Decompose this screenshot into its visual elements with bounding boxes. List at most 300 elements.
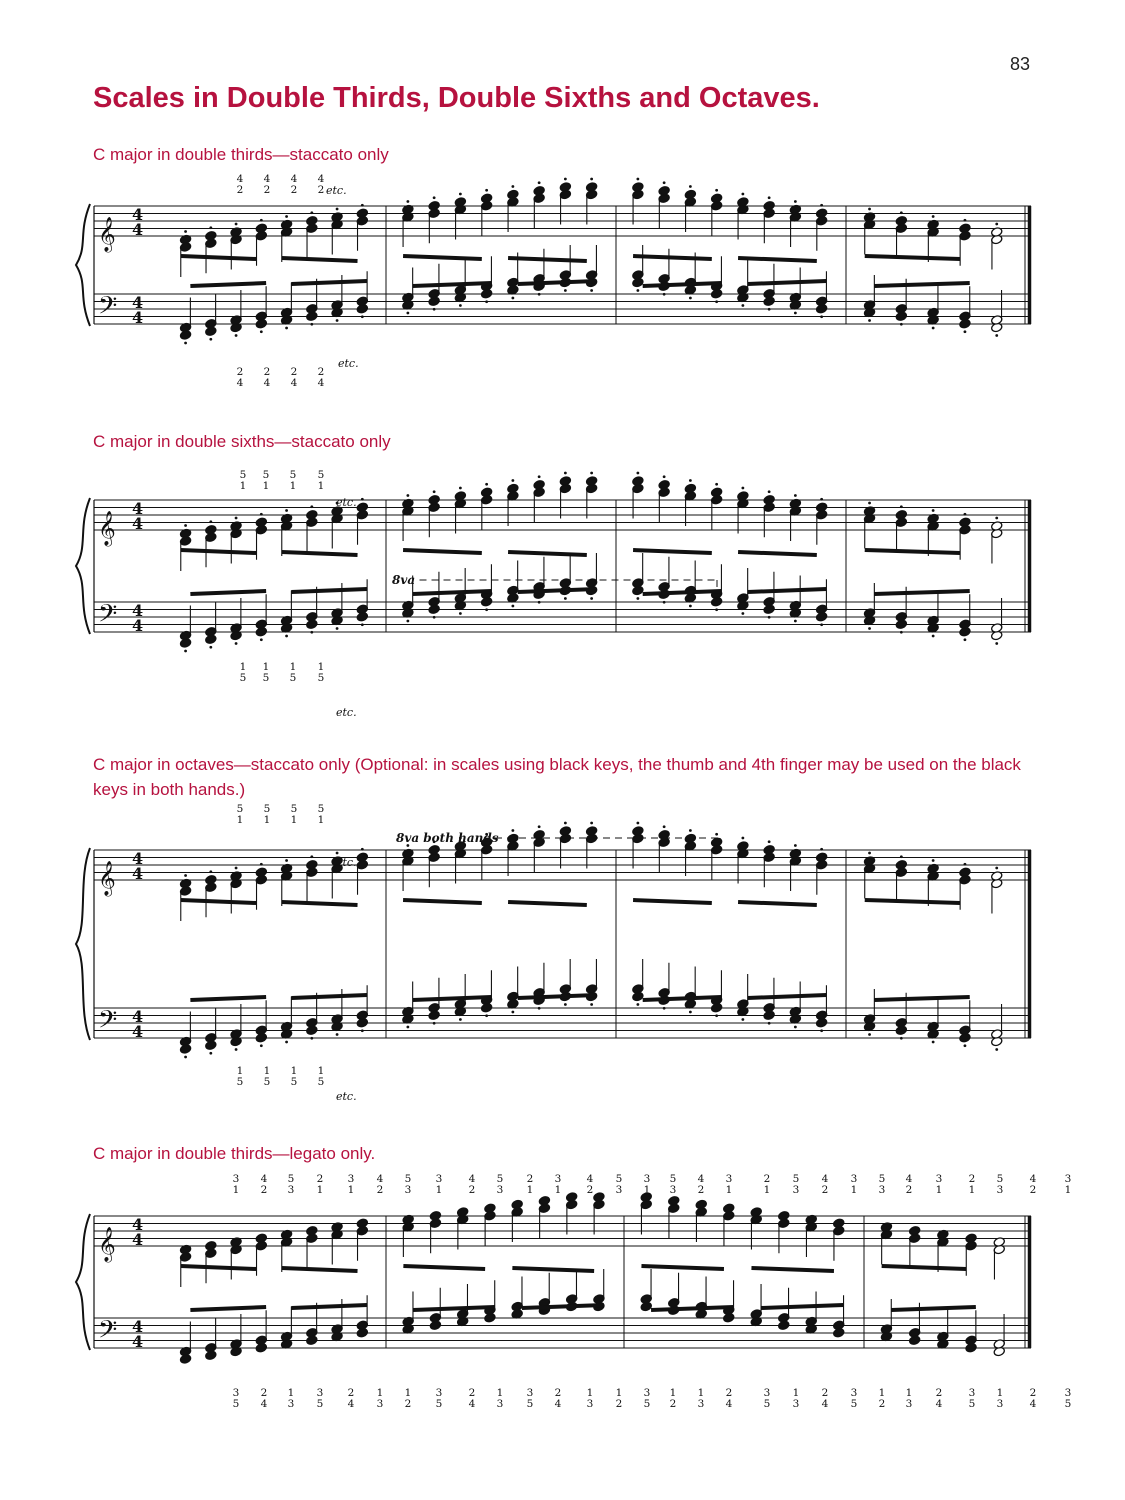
staccato-dot (184, 524, 187, 527)
fingering-number: 5 (263, 1076, 271, 1088)
fingering-number: 5 (1064, 1398, 1072, 1410)
staccato-dot (511, 1011, 514, 1014)
beam (181, 900, 257, 903)
fingering-number: 5 (404, 1173, 412, 1185)
beam (282, 258, 358, 261)
fingering-number: 5 (289, 469, 297, 481)
fingering-number: 2 (968, 1173, 976, 1185)
section-caption-double-sixths-staccato: C major in double sixths—staccato only (93, 432, 391, 451)
fingering-number: 1 (1064, 1184, 1072, 1196)
fingering-number: 1 (615, 1387, 623, 1399)
staccato-dot (932, 509, 935, 512)
staccato-dot (406, 200, 409, 203)
fingering-number: 1 (763, 1184, 771, 1196)
fingering-number: 1 (262, 480, 270, 492)
note-head (428, 844, 440, 855)
staccato-dot (590, 597, 593, 600)
fingering-number: 1 (317, 480, 325, 492)
fingering-number: 4 (317, 377, 325, 389)
staccato-dot (590, 178, 593, 181)
fingering-number: 5 (669, 1173, 677, 1185)
staccato-dot (511, 829, 514, 832)
note-head (306, 1225, 318, 1236)
fingering-number: 2 (1029, 1184, 1037, 1196)
beam (413, 1307, 495, 1310)
fingering-number: 1 (263, 814, 271, 826)
fingering-number: 3 (435, 1387, 443, 1399)
staccato-dot (900, 211, 903, 214)
time-signature-denominator: 4 (132, 1230, 144, 1249)
fingering-number: 4 (935, 1398, 943, 1410)
fingering-number: 4 (260, 1173, 268, 1185)
fingering-number: 2 (669, 1398, 677, 1410)
staccato-dot (741, 837, 744, 840)
fingering-number: 2 (697, 1184, 705, 1196)
staccato-dot (285, 215, 288, 218)
staccato-dot (310, 323, 313, 326)
treble-clef-icon: 𝄞 (98, 511, 116, 546)
fingering-number: 4 (317, 173, 325, 185)
staccato-dot (868, 627, 871, 630)
staccato-dot (995, 867, 998, 870)
staccato-dot (564, 1003, 567, 1006)
staccato-dot (538, 181, 541, 184)
beam (190, 997, 266, 1000)
fingering-number: 5 (317, 672, 325, 684)
note-head (833, 1218, 845, 1229)
beam (518, 995, 597, 998)
staccato-dot (689, 1011, 692, 1014)
fingering-number: 1 (697, 1387, 705, 1399)
note-head (710, 193, 722, 204)
staccato-dot (868, 502, 871, 505)
staccato-dot (433, 1022, 436, 1025)
fingering-number: 1 (643, 1184, 651, 1196)
beam (738, 902, 817, 905)
ottava-marking: 8va (392, 573, 416, 587)
staccato-dot (820, 204, 823, 207)
fingering-number: 3 (996, 1184, 1004, 1196)
staccato-dot (689, 479, 692, 482)
staccato-dot (794, 494, 797, 497)
staccato-dot (820, 315, 823, 318)
fingering-number: 5 (263, 803, 271, 815)
staccato-dot (235, 1048, 238, 1051)
note-head (723, 1203, 735, 1214)
staccato-dot (663, 181, 666, 184)
fingering-number: 1 (850, 1184, 858, 1196)
note-head (815, 852, 827, 863)
fingering-number: 5 (290, 803, 298, 815)
fingering-number: 5 (615, 1173, 623, 1185)
beam (738, 552, 817, 555)
staccato-dot (715, 189, 718, 192)
staccato-dot (868, 1033, 871, 1036)
staccato-dot (260, 1044, 263, 1047)
note-head (533, 479, 545, 490)
section-caption-double-thirds-legato: C major in double thirds—legato only. (93, 1144, 376, 1163)
beam (181, 550, 257, 553)
note-head (533, 185, 545, 196)
fingering-number: 1 (725, 1184, 733, 1196)
beam (633, 550, 712, 553)
beam (403, 256, 482, 259)
fingering-number: 1 (496, 1387, 504, 1399)
fingering-number: 5 (878, 1173, 886, 1185)
staccato-dot (768, 616, 771, 619)
staccato-dot (689, 185, 692, 188)
note-head (815, 502, 827, 513)
fingering-number: 1 (669, 1387, 677, 1399)
staccato-dot (794, 312, 797, 315)
staccato-dot (794, 844, 797, 847)
beam (751, 1268, 834, 1271)
grand-staff-notation (70, 462, 1050, 719)
beam (282, 902, 358, 905)
staccato-dot (336, 627, 339, 630)
fingering-number: 2 (404, 1398, 412, 1410)
staccato-dot (538, 825, 541, 828)
beam (403, 1266, 485, 1269)
beam (190, 283, 266, 286)
staccato-dot (459, 1018, 462, 1021)
bass-clef-icon: 𝄢 (98, 1005, 118, 1041)
note-head (763, 494, 775, 505)
note-head (507, 189, 519, 200)
beam (748, 281, 827, 284)
fingering-number: 3 (792, 1398, 800, 1410)
staccato-dot (260, 863, 263, 866)
beam (633, 256, 712, 259)
fingering-number: 5 (996, 1173, 1004, 1185)
staccato-dot (900, 855, 903, 858)
note-head (585, 826, 597, 837)
staccato-dot (209, 338, 212, 341)
beam (651, 1307, 734, 1310)
time-signature-numerator: 4 (132, 293, 144, 312)
staccato-dot (715, 300, 718, 303)
note-head (585, 476, 597, 487)
beam (291, 995, 367, 998)
fingering-number: 1 (968, 1184, 976, 1196)
fingering-number: 3 (763, 1387, 771, 1399)
beam (643, 283, 722, 286)
etc-label: etc. (336, 706, 357, 719)
staccato-dot (900, 505, 903, 508)
fingering-number: 1 (263, 1065, 271, 1077)
staccato-dot (663, 1007, 666, 1010)
staccato-dot (636, 289, 639, 292)
fingering-number: 2 (263, 366, 271, 378)
fingering-number: 3 (935, 1173, 943, 1185)
fingering-number: 2 (260, 1387, 268, 1399)
fingering-number: 5 (968, 1398, 976, 1410)
note-head (306, 859, 318, 870)
note-head (815, 208, 827, 219)
fingering-number: 2 (526, 1173, 534, 1185)
grand-staff-notation (70, 1158, 1072, 1488)
fingering-number: 5 (290, 1076, 298, 1088)
grand-staff-notation (70, 803, 1050, 1103)
staccato-dot (794, 1026, 797, 1029)
beam (761, 1305, 844, 1308)
fingering-number: 3 (496, 1184, 504, 1196)
fingering-number: 4 (263, 377, 271, 389)
staccato-dot (900, 1037, 903, 1040)
note-head (658, 185, 670, 196)
beam (413, 591, 492, 594)
time-signature-numerator: 4 (132, 205, 144, 224)
staccato-dot (964, 219, 967, 222)
etc-label: etc. (338, 357, 359, 370)
fingering-number: 2 (347, 1387, 355, 1399)
note-head (356, 208, 368, 219)
fingering-number: 1 (935, 1184, 943, 1196)
staccato-dot (361, 1029, 364, 1032)
fingering-number: 3 (697, 1398, 705, 1410)
beam (518, 589, 597, 592)
staccato-dot (260, 513, 263, 516)
fingering-number: 1 (239, 480, 247, 492)
staccato-dot (820, 623, 823, 626)
staccato-dot (235, 867, 238, 870)
fingering-number: 2 (821, 1387, 829, 1399)
note-head (684, 189, 696, 200)
staccato-dot (235, 334, 238, 337)
fingering-number: 4 (554, 1398, 562, 1410)
time-signature-denominator: 4 (132, 1022, 144, 1041)
fingering-number: 1 (317, 661, 325, 673)
fingering-number: 4 (290, 377, 298, 389)
staccato-dot (209, 646, 212, 649)
staccato-dot (995, 642, 998, 645)
staccato-dot (715, 1014, 718, 1017)
fingering-number: 1 (289, 661, 297, 673)
staccato-dot (590, 472, 593, 475)
music-system-double-thirds-staccato (70, 170, 1050, 395)
note-head (763, 844, 775, 855)
fingering-number: 4 (905, 1173, 913, 1185)
note-head (205, 230, 217, 241)
beam (865, 550, 960, 553)
beam (891, 1307, 976, 1310)
page-title: Scales in Double Thirds, Double Sixths and Octaves. (93, 82, 820, 114)
note-head (710, 837, 722, 848)
staccato-dot (564, 597, 567, 600)
staccato-dot (285, 327, 288, 330)
note-head (593, 1192, 605, 1203)
fingering-number: 4 (697, 1173, 705, 1185)
staccato-dot (995, 1048, 998, 1051)
staccato-dot (361, 315, 364, 318)
staccato-dot (964, 330, 967, 333)
staccato-dot (636, 178, 639, 181)
beam (181, 256, 257, 259)
beam (512, 1268, 594, 1271)
note-head (908, 1225, 920, 1236)
staccato-dot (995, 223, 998, 226)
fingering-number: 1 (586, 1387, 594, 1399)
beam (518, 281, 597, 284)
fingering-number: 3 (968, 1387, 976, 1399)
staccato-dot (459, 304, 462, 307)
fingering-number: 4 (376, 1173, 384, 1185)
note-head (684, 483, 696, 494)
staccato-dot (900, 323, 903, 326)
time-signature-denominator: 4 (132, 864, 144, 883)
staccato-dot (564, 178, 567, 181)
staccato-dot (663, 293, 666, 296)
fingering-number: 1 (347, 1184, 355, 1196)
staccato-dot (768, 196, 771, 199)
staccato-dot (820, 848, 823, 851)
staccato-dot (260, 219, 263, 222)
fingering-number: 1 (262, 661, 270, 673)
staccato-dot (184, 1056, 187, 1059)
note-head (895, 859, 907, 870)
beam (748, 995, 827, 998)
music-system-octaves-staccato (70, 803, 1050, 1103)
staccato-dot (868, 852, 871, 855)
note-head (559, 182, 571, 193)
fingering-number: 2 (615, 1398, 623, 1410)
fingering-number: 1 (996, 1387, 1004, 1399)
beam (865, 900, 960, 903)
beam (738, 258, 817, 261)
fingering-number: 1 (239, 661, 247, 673)
beam (403, 550, 482, 553)
treble-clef-icon: 𝄞 (98, 217, 116, 252)
fingering-number: 1 (878, 1387, 886, 1399)
staccato-dot (741, 304, 744, 307)
staccato-dot (459, 612, 462, 615)
fingering-number: 2 (935, 1387, 943, 1399)
staccato-dot (406, 1026, 409, 1029)
staccato-dot (768, 490, 771, 493)
staccato-dot (636, 822, 639, 825)
fingering-number: 4 (1029, 1398, 1037, 1410)
note-head (255, 517, 267, 528)
fingering-number: 1 (435, 1184, 443, 1196)
fingering-number: 3 (878, 1184, 886, 1196)
fingering-number: 1 (317, 1065, 325, 1077)
fingering-number: 5 (435, 1398, 443, 1410)
staccato-dot (768, 1022, 771, 1025)
staccato-dot (964, 863, 967, 866)
fingering-number: 4 (236, 173, 244, 185)
note-head (484, 1203, 496, 1214)
page-number: 83 (1009, 54, 1030, 74)
staccato-dot (310, 211, 313, 214)
beam (190, 1307, 266, 1310)
fingering-number: 1 (236, 814, 244, 826)
staccato-dot (209, 226, 212, 229)
time-signature-numerator: 4 (132, 499, 144, 518)
fingering-number: 5 (239, 469, 247, 481)
staccato-dot (485, 189, 488, 192)
fingering-number: 3 (347, 1173, 355, 1185)
fingering-number: 5 (289, 672, 297, 684)
fingering-number: 1 (289, 480, 297, 492)
note-head (895, 215, 907, 226)
staccato-dot (538, 1007, 541, 1010)
fingering-number: 3 (287, 1184, 295, 1196)
fingering-number: 3 (615, 1184, 623, 1196)
note-head (480, 193, 492, 204)
fingering-number: 3 (1064, 1387, 1072, 1399)
staccato-dot (564, 822, 567, 825)
fingering-number: 5 (317, 803, 325, 815)
staccato-dot (361, 498, 364, 501)
staccato-dot (406, 494, 409, 497)
fingering-number: 2 (586, 1184, 594, 1196)
fingering-number: 2 (554, 1387, 562, 1399)
staccato-dot (636, 472, 639, 475)
fingering-number: 2 (725, 1387, 733, 1399)
fingering-number: 4 (263, 173, 271, 185)
staccato-dot (485, 483, 488, 486)
staccato-dot (184, 874, 187, 877)
staccato-dot (590, 289, 593, 292)
fingering-number: 3 (526, 1387, 534, 1399)
staccato-dot (260, 330, 263, 333)
fingering-number: 1 (290, 814, 298, 826)
beam (633, 900, 712, 903)
fingering-number: 2 (317, 366, 325, 378)
fingering-number: 2 (263, 184, 271, 196)
fingering-number: 2 (468, 1184, 476, 1196)
fingering-number: 3 (643, 1387, 651, 1399)
staccato-dot (964, 1044, 967, 1047)
treble-clef-icon: 𝄞 (98, 861, 116, 896)
staccato-dot (310, 1037, 313, 1040)
note-head (205, 1240, 217, 1251)
fingering-number: 1 (236, 1065, 244, 1077)
staccato-dot (932, 635, 935, 638)
note-head (255, 867, 267, 878)
staccato-dot (260, 638, 263, 641)
fingering-number: 2 (290, 184, 298, 196)
staccato-dot (564, 289, 567, 292)
fingering-number: 3 (1064, 1173, 1072, 1185)
staccato-dot (511, 479, 514, 482)
time-signature-denominator: 4 (132, 616, 144, 635)
fingering-number: 3 (554, 1173, 562, 1185)
staccato-dot (184, 342, 187, 345)
staccato-dot (336, 1033, 339, 1036)
note-head (255, 223, 267, 234)
fingering-number: 3 (850, 1387, 858, 1399)
fingering-number: 1 (905, 1387, 913, 1399)
fingering-number: 2 (316, 1173, 324, 1185)
staccato-dot (590, 1003, 593, 1006)
fingering-number: 4 (821, 1398, 829, 1410)
staccato-dot (406, 312, 409, 315)
fingering-number: 4 (236, 377, 244, 389)
fingering-number: 5 (850, 1398, 858, 1410)
time-signature-numerator: 4 (132, 601, 144, 620)
staccato-dot (663, 825, 666, 828)
staccato-dot (361, 623, 364, 626)
brace (76, 204, 90, 326)
staccato-dot (636, 597, 639, 600)
staccato-dot (590, 822, 593, 825)
beam (874, 283, 969, 286)
fingering-number: 2 (468, 1387, 476, 1399)
brace (76, 1214, 90, 1350)
staccato-dot (485, 1014, 488, 1017)
note-head (763, 200, 775, 211)
